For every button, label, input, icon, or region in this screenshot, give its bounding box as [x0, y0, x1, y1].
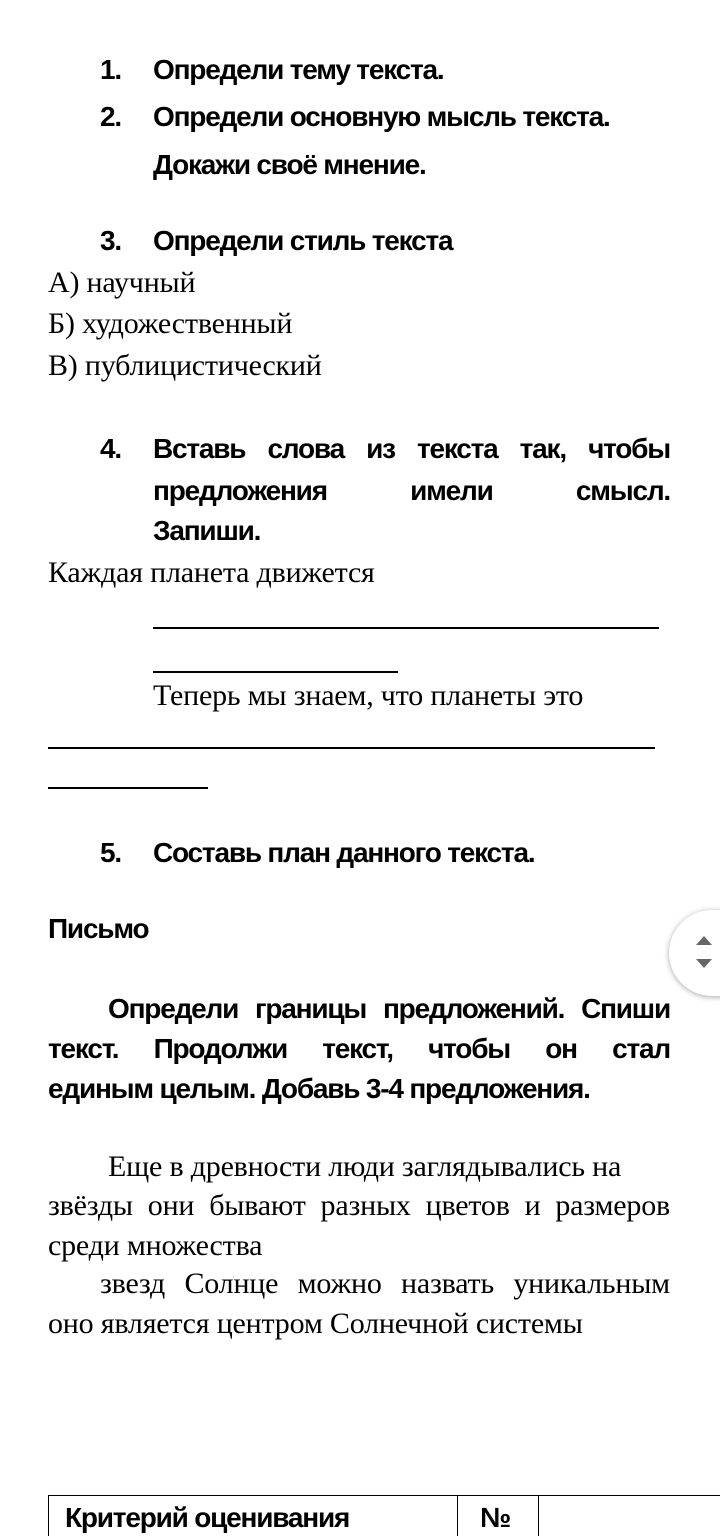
table-header-number: №	[480, 1502, 511, 1533]
task-4-text-line1: Вставь слова из текста так, чтобы	[153, 433, 670, 464]
task-2-text-line2: Докажи своё мнение.	[153, 149, 426, 180]
option-b: Б) художественный	[48, 307, 293, 340]
scroll-button[interactable]	[669, 910, 720, 996]
sentence-2: Теперь мы знаем, что планеты это	[153, 679, 584, 712]
task-4-number: 4.	[100, 433, 121, 464]
task-2-number: 2.	[100, 101, 121, 132]
paragraph-1-line2: звёзды они бывают разных цветов и размеров	[48, 1189, 670, 1222]
task-1-number: 1.	[100, 54, 121, 85]
option-a: А) научный	[48, 266, 196, 299]
option-c: В) публицистический	[48, 349, 322, 382]
assessment-table	[48, 1495, 720, 1536]
answer-line-4	[48, 787, 208, 789]
cut-off-text	[48, 0, 55, 12]
arrow-up-icon	[696, 936, 712, 945]
task-4-text-line2: предложения имели смысл.	[153, 475, 670, 506]
task-5-text: Составь план данного текста.	[153, 837, 535, 868]
arrow-down-icon	[696, 959, 712, 968]
table-header-criteria: Критерий оценивания	[65, 1502, 350, 1533]
task-2-text-line1: Определи основную мысль текста.	[153, 101, 610, 132]
task-5-number: 5.	[100, 837, 121, 868]
table-header-cell	[49, 1496, 458, 1536]
answer-line-3	[48, 747, 655, 749]
task-4-text-line3: Запиши.	[153, 515, 261, 546]
task-1-text: Определи тему текста.	[153, 54, 444, 85]
answer-line-1	[153, 627, 659, 629]
sentence-1: Каждая планета движется	[48, 556, 375, 589]
instruction-line2: текст. Продолжи текст, чтобы он стал	[48, 1033, 670, 1064]
paragraph-1-line1: Еще в древности люди заглядывались на	[108, 1150, 622, 1183]
answer-line-2	[153, 671, 398, 673]
paragraph-2-line1: звезд Солнце можно назвать уникальным	[100, 1267, 670, 1300]
instruction-line1: Определи границы предложений. Спиши	[108, 993, 670, 1024]
paragraph-2-line2: оно является центром Солнечной системы	[48, 1307, 583, 1340]
paragraph-1-line3: среди множества	[48, 1229, 263, 1262]
instruction-line3: единым целым. Добавь 3-4 предложения.	[48, 1073, 590, 1104]
section-heading: Письмо	[48, 913, 149, 944]
task-3-text: Определи стиль текста	[153, 225, 453, 256]
table-header-cell	[458, 1496, 539, 1536]
task-3-number: 3.	[100, 225, 121, 256]
